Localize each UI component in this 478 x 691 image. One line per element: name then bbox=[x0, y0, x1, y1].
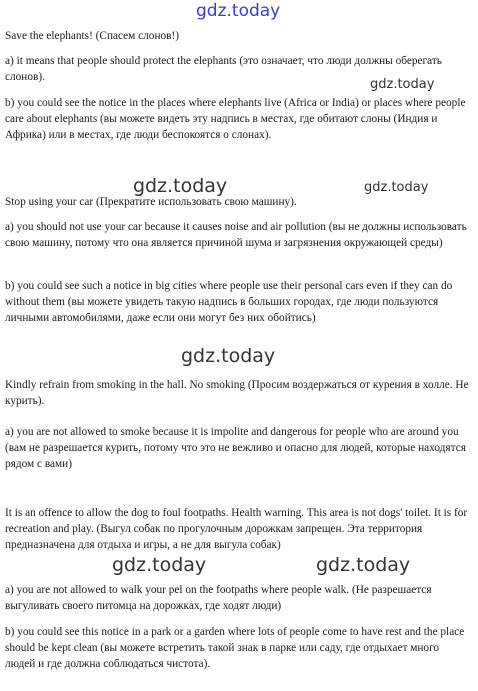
section-1-title: Save the elephants! (Спасем слонов!) bbox=[5, 30, 180, 42]
section-4-answer-b: b) you could see this notice in a park or a garden where lots of people come to have rest and the place should be kept clean (вы можете встретить такой знак в парке или саду, где отдыхает много людей и где должна соблюдаться чистота). bbox=[5, 626, 465, 670]
section-2-answer-b: b) you could see such a notice in big cities where people use their personal cars even if they can do without them (вы можете увидеть такую надпись в больших городах, где люди пользуются личными автомобилями, даже если они могут без них обойтись) bbox=[5, 280, 453, 324]
section-1-answer-b: b) you could see the notice in the places where elephants live (Africa or India) or places where people care about elephants (вы можете видеть эту надпись в местах, где обитают слоны (Индия и Африка) или в местах, где люди беспокоятся о слонах). bbox=[5, 97, 466, 141]
watermark: gdz.today bbox=[370, 77, 435, 92]
watermark: gdz.today bbox=[133, 175, 228, 197]
watermark: gdz.today bbox=[181, 345, 276, 367]
watermark-top: gdz.today bbox=[196, 1, 281, 21]
section-3-answer-a: a) you are not allowed to smoke because it is impolite and dangerous for people who are around you (вам не разрешается курить, потому что это не вежливо и опасно для людей, которые находятся рядом с вами) bbox=[5, 426, 466, 470]
watermark: gdz.today bbox=[316, 554, 411, 576]
section-2-title: Stop using your car (Прекратите использовать свою машину). bbox=[5, 196, 297, 208]
watermark: gdz.today bbox=[364, 180, 429, 195]
section-1-answer-a: a) it means that people should protect the elephants (это означает, что люди должны оберегать слонов). bbox=[5, 55, 442, 83]
section-4-answer-a: a) you are not allowed to walk your pel on the footpaths where people walk. (Не разрешается выгуливать своего питомца на дорожках, где ходят люди) bbox=[5, 584, 432, 612]
section-2-answer-a: a) you should not use your car because it causes noise and air pollution (вы не должны использовать свою машину, потому что она является причиной шума и загрязнения окружающей среды) bbox=[5, 221, 467, 249]
watermark: gdz.today bbox=[112, 554, 207, 576]
section-3-title: Kindly refrain from smoking in the hall. No smoking (Просим воздержаться от курения в холле. Не курить). bbox=[5, 379, 469, 407]
section-4-title: It is an offence to allow the dog to foul footpaths. Health warning. This area is not dogs' toilet. It is for recreation and play. (Выгул собак по прогулочным дорожкам запрещен. Эта территория предназначена для отдыха и игры, а не для выгула собак) bbox=[5, 507, 468, 551]
